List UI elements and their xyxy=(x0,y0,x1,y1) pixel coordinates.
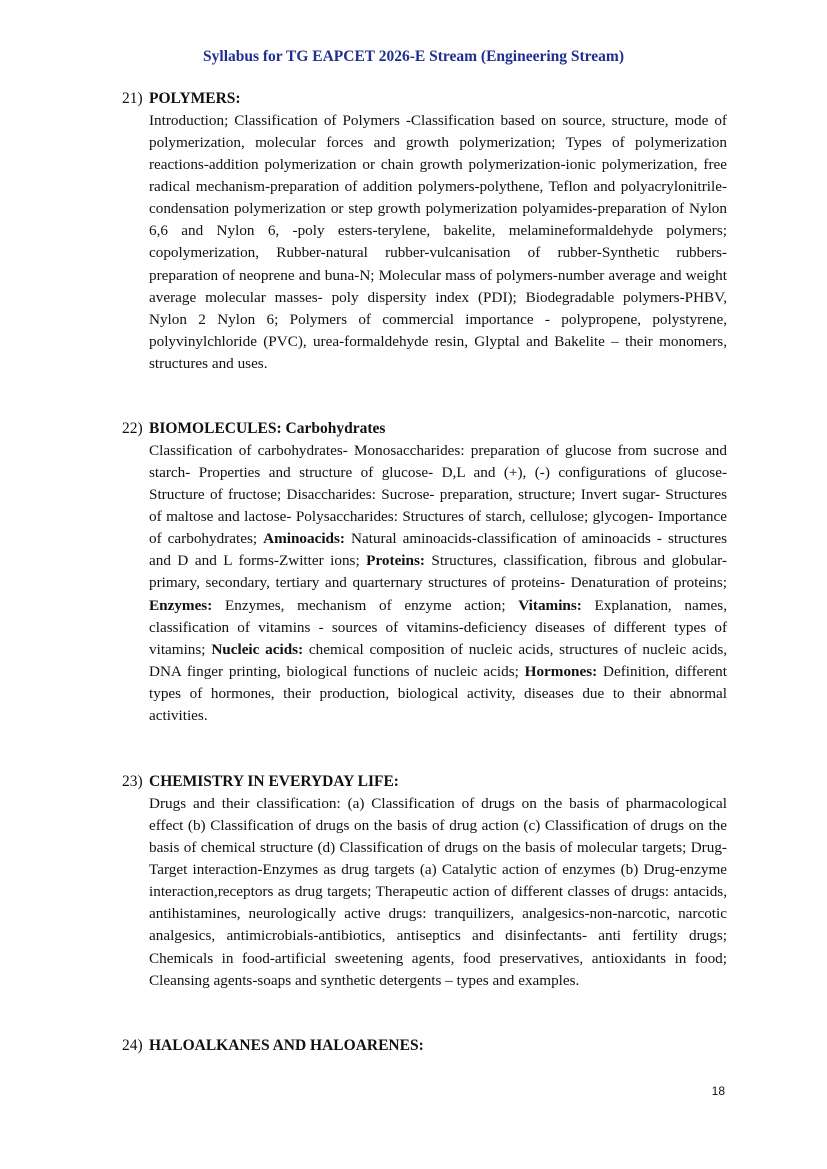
body-text: Explanation, names, classification of vitamins - sources of vitamins-deficiency diseases of different types of vitamins; xyxy=(149,596,728,658)
section-body xyxy=(149,440,727,727)
section-number: 21) xyxy=(122,90,143,107)
page-header-title: Syllabus for TG EAPCET 2026-E Stream (Engineering Stream) xyxy=(203,48,624,65)
body-text: Classification of carbohydrates- Monosaccharides: preparation of glucose from sucrose and starch- Properties and structure of glucose- D,L and (+), (-) configurations of glucose- Structure of fructose; Disaccharides: Sucrose- preparation, structure; Invert sugar- Structures of maltose and lactose- Polysaccharides: Structures of starch, cellulose; glycogen- Importance of carbohydrates; xyxy=(149,442,727,548)
section-title: POLYMERS: xyxy=(149,90,241,107)
body-text: Introduction; Classification of Polymers -Classification based on source, structure, mode of polymerization, molecular forces and growth polymerization; Types of polymerization reactions-addition polymerization or chain growth polymerization-ionic polymerization, free radical mechanism-preparation of addition polymers-polythene, Teflon and polyacrylonitrile-condensation polymerization or step growth polymerization polyamides-preparation of Nylon 6,6 and Nylon 6, -poly esters-terylene, bakelite, melamineformaldehyde polymers; copolymerization, Rubber-natural rubber-vulcanisation of rubber-Synthetic rubbers-preparation of neoprene and buna-N; Molecular mass of polymers-number average and weight average molecular masses- poly dispersity index (PDI); Biodegradable polymers-PHBV, Nylon 2 Nylon 6; Polymers of commercial importance - polypropene, polystyrene, polyvinylchloride (PVC), urea-formaldehyde resin, Glyptal and Bakelite – their monomers, structures and uses. xyxy=(149,112,727,372)
section-number: 22) xyxy=(122,420,143,437)
body-text: Enzymes, mechanism of enzyme action; xyxy=(212,596,519,614)
body-text: Structures, classification, fibrous and globular- primary, secondary, tertiary and quarternary structures of proteins- Denaturation of proteins; xyxy=(149,552,727,592)
body-text: Natural aminoacids-classification of aminoacids - structures and D and L forms-Zwitter ions; xyxy=(149,530,727,570)
section-number: 24) xyxy=(122,1037,143,1054)
body-text: Drugs and their classification: (a) Classification of drugs on the basis of pharmacological effect (b) Classification of drugs on the basis of drug action (c) Classification of drugs on the basis of chemical structure (d) Classification of drugs on the basis of molecular targets; Drug-Target interaction-Enzymes as drug targets (a) Catalytic action of enzymes (b) Drug-enzyme interaction,receptors as drug targets; Therapeutic action of different classes of drugs: antacids, antihistamines, neurologically active drugs: tranquilizers, analgesics-non-narcotic, narcotic analgesics, antimicrobials-antibiotics, antiseptics and disinfectants- anti fertility drugs; Chemicals in food-artificial sweetening agents, food preservatives, antioxidants in food; Cleansing agents-soaps and synthetic detergents – types and examples. xyxy=(149,795,727,989)
body-text: chemical composition of nucleic acids, structures of nucleic acids, DNA finger printing, biological functions of nucleic acids; xyxy=(149,640,728,680)
section-heading xyxy=(122,418,385,440)
section-heading xyxy=(122,1035,424,1057)
bold-term-nucleic-acids: Nucleic acids: xyxy=(211,640,304,658)
bold-term-enzymes: Enzymes: xyxy=(149,596,213,614)
section-body xyxy=(149,793,727,992)
page-number: 18 xyxy=(711,1084,725,1098)
section-number: 23) xyxy=(122,773,143,790)
bold-term-proteins: Proteins: xyxy=(366,552,425,570)
section-title: CHEMISTRY IN EVERYDAY LIFE: xyxy=(149,773,399,790)
bold-term-vitamins: Vitamins: xyxy=(518,596,582,614)
section-title: BIOMOLECULES: Carbohydrates xyxy=(149,420,386,437)
section-heading xyxy=(122,771,399,793)
section-heading xyxy=(122,88,241,110)
body-text: Definition, different types of hormones, their production, biological activity, diseases due to their abnormal activities. xyxy=(149,662,727,724)
section-title: HALOALKANES AND HALOARENES: xyxy=(149,1037,424,1054)
section-body xyxy=(149,110,727,375)
bold-term-hormones: Hormones: xyxy=(524,662,598,680)
bold-term-aminoacids: Aminoacids: xyxy=(263,530,345,548)
